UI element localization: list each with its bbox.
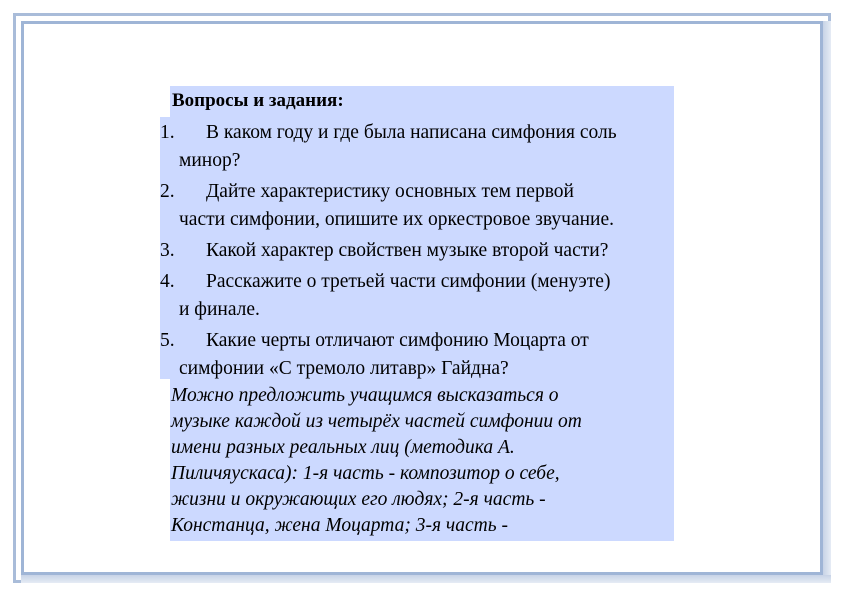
question-item: [160, 268, 674, 324]
question-item: [160, 237, 674, 265]
frame-shadow-bottom: [21, 575, 831, 583]
question-item: [160, 327, 674, 383]
question-text: Дайте характеристику основных тем первой: [206, 181, 574, 202]
note-line: имени разных реальных лиц (методика А.: [171, 437, 515, 458]
note-line: Констанца, жена Моцарта; 3-я часть -: [171, 515, 508, 536]
question-text-continued: минор?: [179, 150, 241, 171]
question-text-continued: симфонии «С тремоло литавр» Гайдна?: [179, 358, 509, 379]
questions-list: [160, 119, 674, 386]
question-text-continued: части симфонии, опишите их оркестровое звучание.: [179, 209, 614, 230]
note-line: Пиличяускаса): 1-я часть - композитор о себе,: [171, 463, 560, 484]
question-number: 2.: [160, 181, 175, 202]
question-number: 5.: [160, 330, 175, 351]
question-number: 4.: [160, 271, 175, 292]
note-line: Можно предложить учащимся высказаться о: [171, 385, 559, 406]
note-line: музыке каждой из четырёх частей симфонии от: [171, 411, 582, 432]
question-item: [160, 178, 674, 234]
question-text: Какие черты отличают симфонию Моцарта от: [206, 330, 589, 351]
question-text: Расскажите о третьей части симфонии (менуэте): [206, 271, 611, 292]
question-number: 1.: [160, 122, 175, 143]
question-text: Какой характер свойствен музыке второй части?: [206, 240, 609, 261]
question-text: В каком году и где была написана симфония соль: [206, 122, 617, 143]
section-title: Вопросы и задания:: [172, 90, 344, 111]
question-item: [160, 119, 674, 175]
question-text-continued: и финале.: [179, 299, 260, 320]
question-number: 3.: [160, 240, 175, 261]
frame-shadow-right: [823, 21, 831, 583]
teacher-note: [171, 383, 671, 539]
note-line: жизни и окружающих его людях; 2-я часть -: [171, 489, 546, 510]
